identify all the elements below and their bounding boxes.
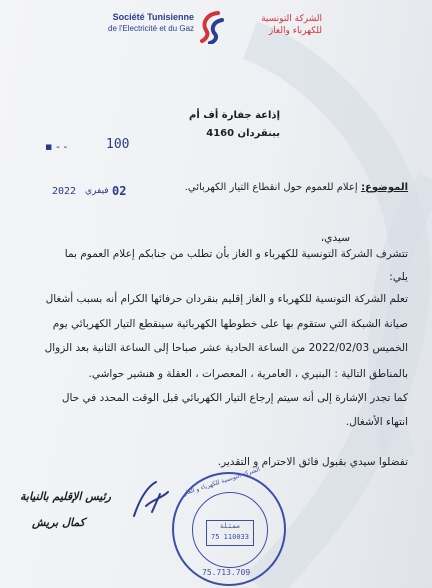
company-ar-line2: للكهرباء والغاز xyxy=(268,26,322,36)
handwritten-signature xyxy=(128,478,172,522)
signatory-title: رئيس الإقليم بالنيابة xyxy=(20,490,111,503)
body-line-3: تعلم الشركة التونسية للكهرباء و الغاز إقليم بنقردان حرفائها الكرام أنه بسبب أشغال xyxy=(45,293,408,305)
body-line-8: انتهاء الأشغال. xyxy=(345,416,408,428)
body-line-4: صيانة الشبكة التي ستقوم بها على خطوطها الكهربائية سينقطع التيار الكهربائي يوم xyxy=(52,318,408,330)
signatory-name: كمال بريش xyxy=(32,516,85,529)
body-line-6: بالمناطق التالية : البنيري ، العامرية ، المعصرات ، العقلة و هنشير حواشي. xyxy=(88,368,408,380)
body-line-1: تتشرف الشركة التونسية للكهرباء و الغاز بأن تطلب من جنابكم إعلام العموم بما xyxy=(64,248,408,260)
company-ar-line1: الشركة التونسية xyxy=(261,14,322,24)
addressee-line1: إذاعة جفارة أف أم xyxy=(189,110,280,121)
reference-number: 100 xyxy=(106,137,130,152)
stamp-ring-text: الشركة التونسية للكهرباء و الغاز xyxy=(182,465,261,498)
official-stamp xyxy=(172,465,286,586)
closing-line: تفضلوا سيدي بقبول فائق الاحترام و التقدير. xyxy=(217,456,408,468)
company-fr-line2: de l'Electricité et du Gaz xyxy=(108,24,195,33)
stamp-phone: 75.713.709 xyxy=(202,568,251,577)
stamp-box-line2: 75 110033 xyxy=(211,533,249,541)
date-month: فيفري xyxy=(85,186,109,196)
addressee-line2: ببنقردان 4160 xyxy=(206,128,280,139)
company-name-french xyxy=(108,12,194,34)
stamp-box-line1: ممثلة xyxy=(219,522,241,530)
date-day: 02 xyxy=(112,184,127,198)
stamp-box xyxy=(206,520,254,546)
body-line-7: كما تجدر الإشارة إلى أنه سيتم إرجاع التيار الكهربائي قبل الوقت المحدد في حال xyxy=(61,392,408,404)
salutation: سيدي، xyxy=(320,232,350,244)
reference-marks: ▪ ‑ ‑ xyxy=(45,140,68,153)
subject-text: إعلام للعموم حول انقطاع التيار الكهربائي. xyxy=(184,182,358,193)
steg-logo-icon xyxy=(198,10,226,44)
subject xyxy=(185,182,408,193)
body-line-5: الخميس 2022/02/03 من الساعة الحادية عشر صباحا إلى الساعة الثانية بعد الزوال xyxy=(44,342,408,354)
company-name-arabic xyxy=(226,13,322,37)
subject-label: الموضوع: xyxy=(361,182,408,193)
body-line-2: يلي: xyxy=(389,271,408,283)
company-fr-line1: Société Tunisienne xyxy=(112,12,194,22)
date-year: 2022 xyxy=(52,186,77,197)
